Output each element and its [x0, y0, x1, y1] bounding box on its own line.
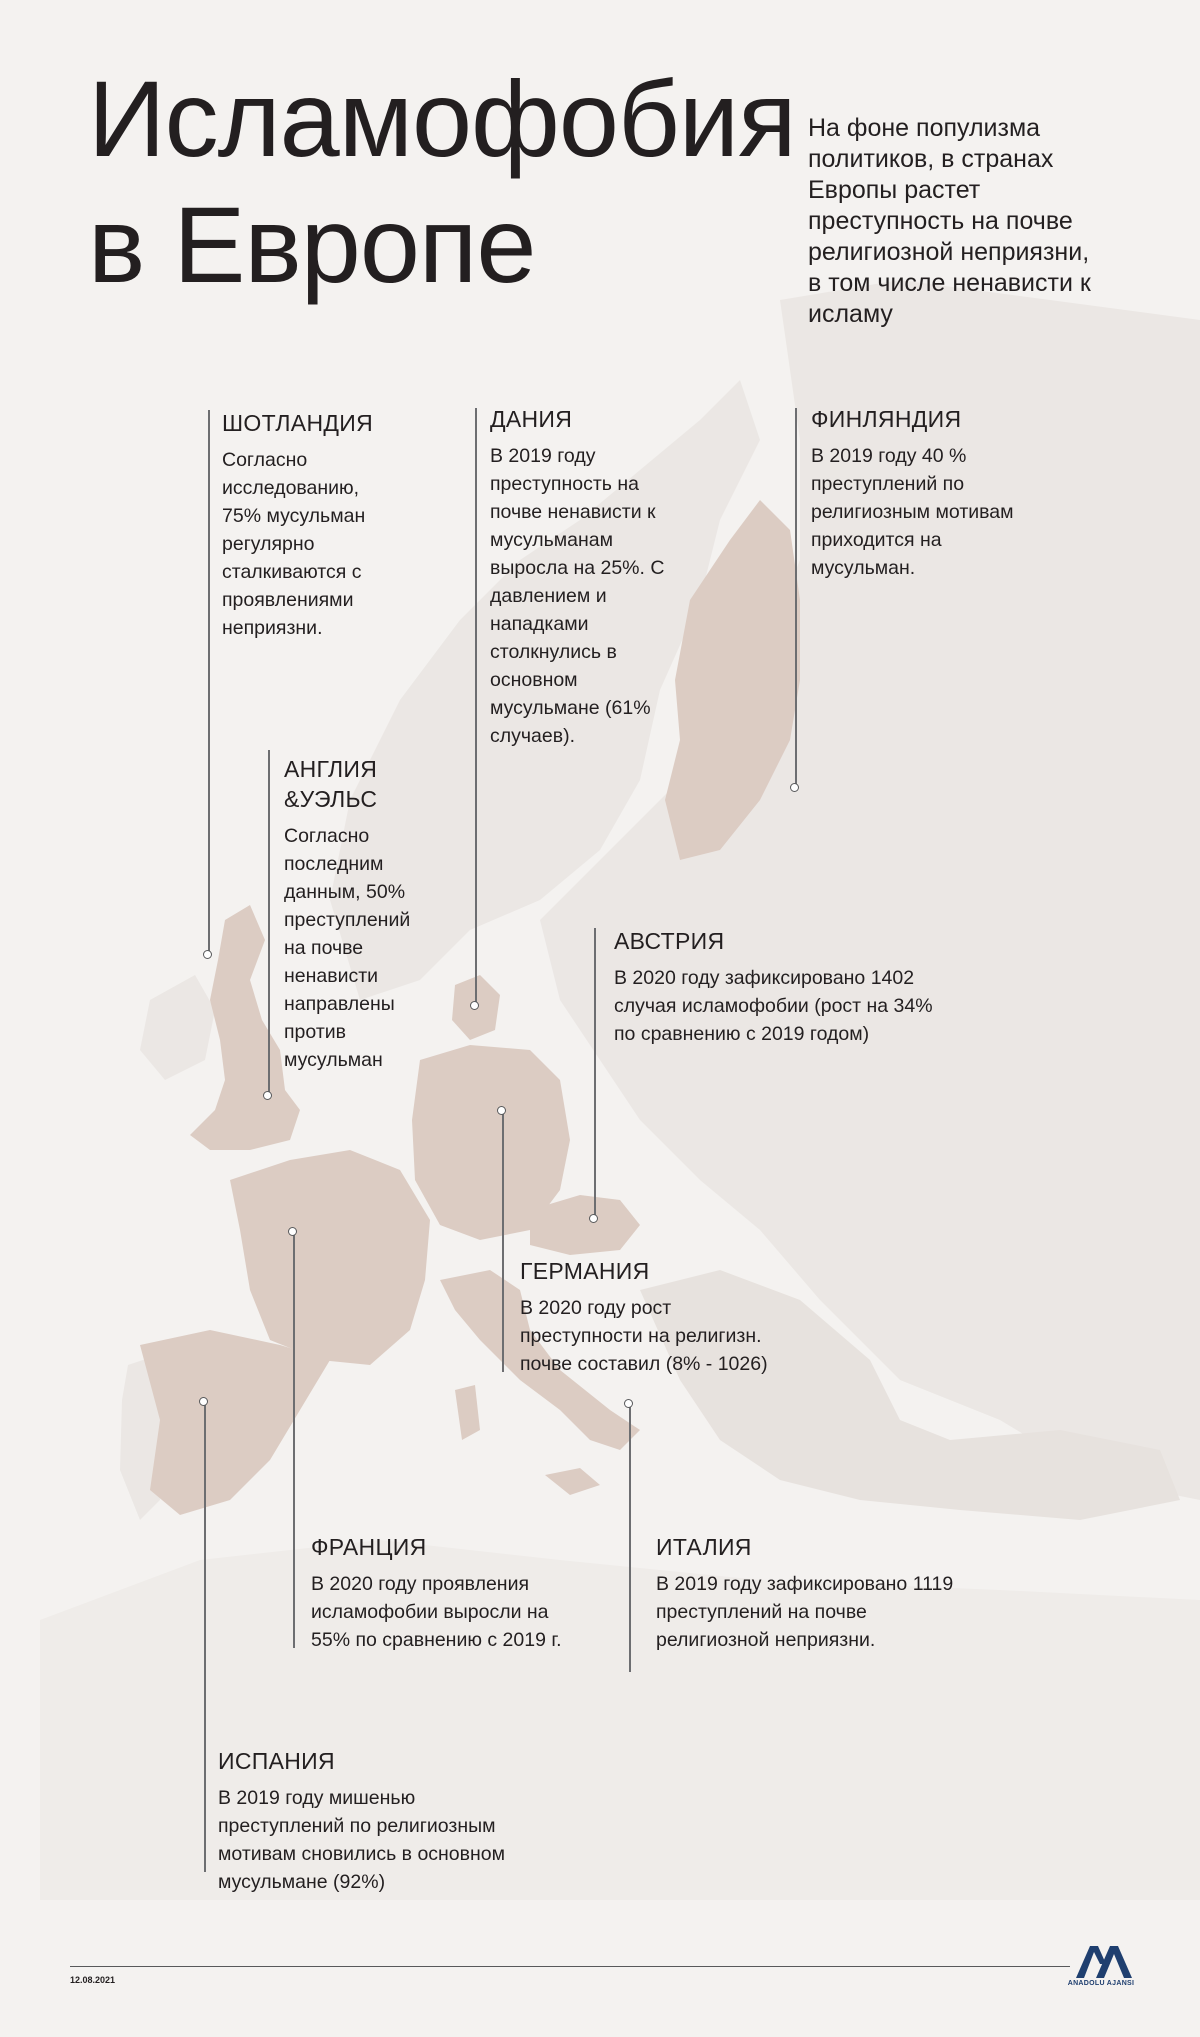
austria-heading: АВСТРИЯ: [614, 928, 725, 954]
title-line-1: Исламофобия: [88, 58, 796, 179]
france-line: В 2020 году проявления: [311, 1573, 530, 1595]
england-marker: [263, 1091, 272, 1100]
denmark-line: мусульманам: [490, 529, 614, 551]
denmark-line: столкнулись в: [490, 641, 617, 663]
germany-leader-line: [502, 1110, 504, 1372]
scotland-text: [222, 446, 422, 642]
finland-leader-line: [795, 408, 797, 788]
scotland-line: сталкиваются с: [222, 561, 362, 583]
publication-date: 12.08.2021: [70, 1975, 116, 1985]
finland-heading: ФИНЛЯНДИЯ: [811, 406, 962, 432]
england-line: ненависти: [284, 965, 379, 987]
subtitle-line: исламу: [808, 300, 893, 328]
england-heading-line: &УЭЛЬС: [284, 786, 378, 812]
anadolu-logo-mark: [1062, 1942, 1140, 1980]
subtitle-line: религиозной неприязни,: [808, 238, 1090, 266]
scotland-line: проявлениями: [222, 589, 354, 611]
france-line: исламофобии выросли на: [311, 1601, 549, 1623]
scotland-heading: ШОТЛАНДИЯ: [222, 410, 373, 436]
france-block: [311, 1532, 641, 1654]
denmark-text: [490, 442, 720, 750]
denmark-line: почве ненависти к: [490, 501, 656, 523]
england-line: последним: [284, 853, 384, 875]
england-line: против: [284, 1021, 347, 1043]
germany-line: преступности на религизн.: [520, 1325, 762, 1347]
finland-line: религиозным мотивам: [811, 501, 1014, 523]
england-heading: [284, 754, 444, 814]
finland-line: приходится на: [811, 529, 942, 551]
anadolu-logo: [1062, 1942, 1140, 1992]
spain-block: [218, 1746, 598, 1896]
logo-text: ANADOLU AJANSI: [1067, 1980, 1135, 1987]
germany-text: [520, 1294, 860, 1378]
finland-text: [811, 442, 1071, 582]
denmark-line: мусульмане (61%: [490, 697, 651, 719]
england-leader-line: [268, 750, 270, 1096]
land-france: [230, 1150, 430, 1365]
scotland-leader-line: [208, 410, 210, 955]
austria-leader-line: [594, 928, 596, 1218]
scotland-line: регулярно: [222, 533, 315, 555]
france-heading: ФРАНЦИЯ: [311, 1534, 427, 1560]
scotland-line: неприязни.: [222, 617, 323, 639]
subtitle-line: в том числе ненависти к: [808, 269, 1091, 297]
austria-text: [614, 964, 1014, 1048]
england-line: данным, 50%: [284, 881, 406, 903]
england-text: [284, 822, 444, 1074]
austria-line: по сравнению с 2019 годом): [614, 1023, 870, 1045]
italy-heading: ИТАЛИЯ: [656, 1534, 752, 1560]
title-line-2: в Европе: [88, 184, 536, 305]
land-sardinia: [455, 1385, 480, 1440]
italy-leader-line: [629, 1404, 631, 1672]
italy-text: [656, 1570, 1036, 1654]
denmark-marker: [470, 1001, 479, 1010]
england-block: [284, 754, 444, 1074]
scotland-line: 75% мусульман: [222, 505, 366, 527]
england-line: на почве: [284, 937, 364, 959]
italy-line: религиозной неприязни.: [656, 1629, 876, 1651]
germany-heading: ГЕРМАНИЯ: [520, 1258, 650, 1284]
denmark-line: основном: [490, 669, 578, 691]
spain-line: В 2019 году мишенью: [218, 1787, 416, 1809]
austria-marker: [589, 1214, 598, 1223]
scotland-line: исследованию,: [222, 477, 360, 499]
denmark-line: выросла на 25%. С: [490, 557, 665, 579]
denmark-block: [490, 404, 720, 750]
germany-line: почве составил (8% - 1026): [520, 1353, 768, 1375]
footer-divider: [70, 1966, 1070, 1967]
denmark-line: случаев).: [490, 725, 575, 747]
spain-line: мусульмане (92%): [218, 1871, 386, 1893]
spain-line: преступлений по религиозным: [218, 1815, 496, 1837]
subtitle-line: преступность на почве: [808, 207, 1073, 235]
land-sicily: [545, 1468, 600, 1495]
spain-leader-line: [204, 1402, 206, 1872]
england-line: направлены: [284, 993, 395, 1015]
finland-marker: [790, 783, 799, 792]
scotland-block: [222, 408, 422, 642]
denmark-line: нападками: [490, 613, 589, 635]
denmark-heading: ДАНИЯ: [490, 406, 573, 432]
italy-marker: [624, 1399, 633, 1408]
germany-block: [520, 1256, 860, 1378]
germany-line: В 2020 году рост: [520, 1297, 672, 1319]
denmark-leader-line: [475, 408, 477, 1004]
subtitle-line: На фоне популизма: [808, 114, 1041, 142]
denmark-line: В 2019 году: [490, 445, 596, 467]
spain-marker: [199, 1397, 208, 1406]
france-text: [311, 1570, 641, 1654]
england-line: мусульман: [284, 1049, 383, 1071]
spain-text: [218, 1784, 598, 1896]
land-ireland: [140, 975, 215, 1080]
page-title: [88, 56, 796, 308]
england-heading-line: АНГЛИЯ: [284, 756, 378, 782]
denmark-line: преступность на: [490, 473, 639, 495]
austria-block: [614, 926, 1014, 1048]
france-line: 55% по сравнению с 2019 г.: [311, 1629, 562, 1651]
england-line: Согласно: [284, 825, 370, 847]
scotland-marker: [203, 950, 212, 959]
austria-line: случая исламофобии (рост на 34%: [614, 995, 933, 1017]
scotland-line: Согласно: [222, 449, 308, 471]
austria-line: В 2020 году зафиксировано 1402: [614, 967, 915, 989]
finland-block: [811, 404, 1071, 582]
subtitle-line: Европы растет: [808, 176, 981, 204]
subtitle: [808, 113, 1158, 330]
germany-marker: [497, 1106, 506, 1115]
england-line: преступлений: [284, 909, 411, 931]
finland-line: мусульман.: [811, 557, 916, 579]
subtitle-line: политиков, в странах: [808, 145, 1054, 173]
italy-block: [656, 1532, 1036, 1654]
land-spain: [140, 1330, 330, 1515]
italy-line: В 2019 году зафиксировано 1119: [656, 1573, 954, 1595]
finland-line: преступлений по: [811, 473, 965, 495]
denmark-line: давлением и: [490, 585, 607, 607]
spain-line: мотивам сновились в основном: [218, 1843, 506, 1865]
france-marker: [288, 1227, 297, 1236]
france-leader-line: [293, 1232, 295, 1648]
italy-line: преступлений на почве: [656, 1601, 867, 1623]
finland-line: В 2019 году 40 %: [811, 445, 967, 467]
spain-heading: ИСПАНИЯ: [218, 1748, 335, 1774]
